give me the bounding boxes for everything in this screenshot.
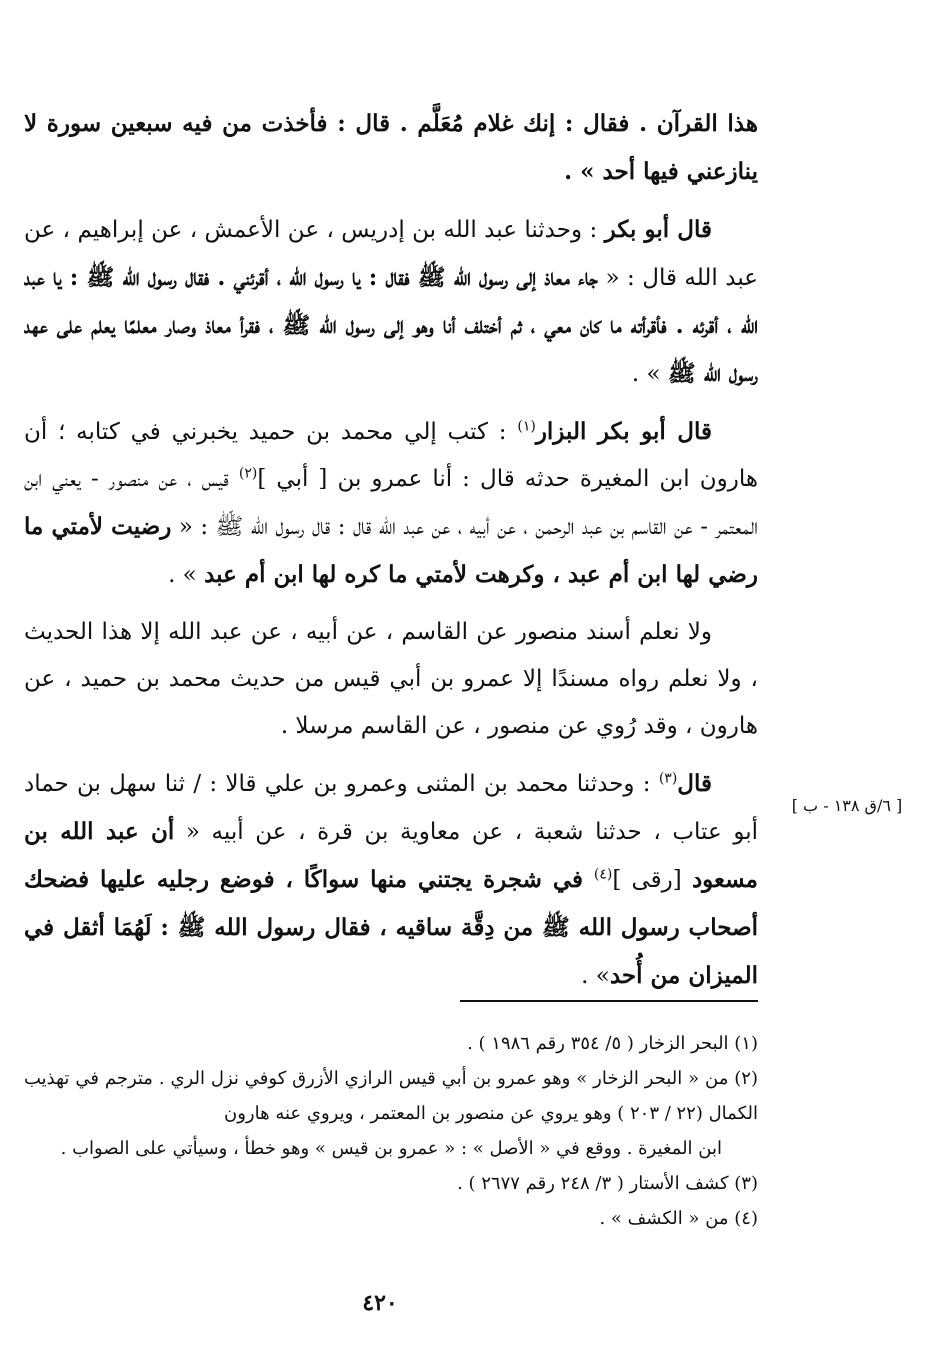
paragraph-4-text: ولا نعلم أسند منصور عن القاسم ، عن أبيه ، عن عبد الله إلا هذا الحديث ، ولا نعلم رواه مسندًا إلا عمرو بن أبي قيس من حديث محمد بن حميد ، عن هارون ، وقد رُوي عن منصور ، عن القاسم مرسلا . (24, 619, 758, 739)
paragraph-2 (24, 206, 758, 398)
paragraph-3-isnad-b: قيس ، عن منصور - يعني ابن المعتمر - عن القاسم بن عبد الرحمن ، عن أبيه ، عن عبد الله قال : قال رسول الله ﷺ : « (24, 466, 758, 540)
footnote-4: (٤) من « الكشف » . (599, 1208, 758, 1229)
paragraph-1-text: هذا القرآن . فقال : إنك غلام مُعَلَّم . قال : فأخذت من فيه سبعين سورة لا ينازعني فيها أحد » . (24, 110, 758, 185)
paragraph-2-hadith: جاء معاذ إلى رسول الله ﷺ فقال : يا رسول الله ، أقرئني . فقال رسول الله ﷺ : يا عبد الله ، أقرئه . فأقرأته ما كان معي ، ثم أختلف أنا وهو إلى رسول الله ﷺ ، فقرأ معاذ وصار معلمًا يعلم على عهد رسول الله ﷺ (24, 264, 758, 387)
footnote-2-continuation: ابن المغيرة . ووقع في « الأصل » : « عمرو بن قيس » وهو خطأ ، وسيأتي على الصواب . (60, 1138, 722, 1159)
paragraph-5-isnad: : وحدثنا محمد بن المثنى وعمرو بن علي قالا : / ثنا سهل بن حماد أبو عتاب ، حدثنا شعبة ، عن معاوية بن قرة ، عن أبيه « (24, 771, 758, 845)
footnote-ref-2[interactable]: (٢) (238, 465, 258, 482)
footnote-ref-1[interactable]: (١) (517, 418, 536, 435)
paragraph-5-hadith-b: في شجرة يجتني منها سواكًا ، فوضع رجليه عليها فضحك أصحاب رسول الله ﷺ من دِقَّة ساقيه ، فقال رسول الله ﷺ : لَهُمَا أثقل في الميزان من أُحد (24, 866, 758, 989)
paragraph-3-isnad-a: : كتب إلي محمد بن حميد يخبرني في كتابه ؛ أن هارون ابن المغيرة حدثه قال : أنا عمرو بن [ أبي ] (24, 419, 759, 492)
footnote-ref-3[interactable]: (٣) (658, 770, 678, 787)
paragraph-5-close: » . (581, 963, 610, 989)
paragraph-3-close: » . (168, 562, 205, 588)
paragraph-2-lead: قال أبو بكر (604, 216, 712, 243)
paragraph-2-close: » . (631, 361, 668, 387)
paragraph-5 (24, 760, 758, 1000)
footnotes (24, 1026, 758, 1236)
paragraph-5-hadith-a: أن عبد الله بن مسعود (24, 818, 758, 893)
main-text (24, 100, 758, 1010)
footnote-3: (٣) كشف الأستار ( ٣/ ٢٤٨ رقم ٢٦٧٧ ) . (457, 1173, 758, 1194)
footnote-2: (٢) من « البحر الزخار » وهو عمرو بن أبي قيس الرازي الأزرق كوفي نزل الري . مترجم في تهذيب الكمال (٢٢ / ٢٠٣ ) وهو يروي عن منصور بن المعتمر ، ويروي عنه هارون (24, 1068, 758, 1124)
paragraph-3-hadith: رضيت لأمتي ما رضي لها ابن أم عبد ، وكرهت لأمتي ما كره لها ابن أم عبد (24, 513, 758, 588)
footnote-separator (460, 1000, 758, 1002)
paragraph-2-isnad: : وحدثنا عبد الله بن إدريس ، عن الأعمش ، عن إبراهيم ، عن عبد الله قال : « (24, 217, 758, 291)
paragraph-4 (24, 609, 758, 750)
paragraph-5-insert: [رقى ] (612, 867, 692, 893)
paragraph-3 (24, 408, 758, 599)
page-number: ٤٢٠ (362, 1290, 398, 1316)
footnote-ref-4[interactable]: (٤) (593, 866, 613, 883)
paragraph-5-lead: قال (677, 770, 712, 797)
manuscript-folio-marker: [ ٦/ق ١٣٨ - ب ] (791, 796, 903, 815)
paragraph-1 (24, 100, 758, 196)
paragraph-3-lead: قال أبو بكر البزار (535, 418, 712, 445)
footnote-1: (١) البحر الزخار ( ٥/ ٣٥٤ رقم ١٩٨٦ ) . (467, 1033, 758, 1054)
